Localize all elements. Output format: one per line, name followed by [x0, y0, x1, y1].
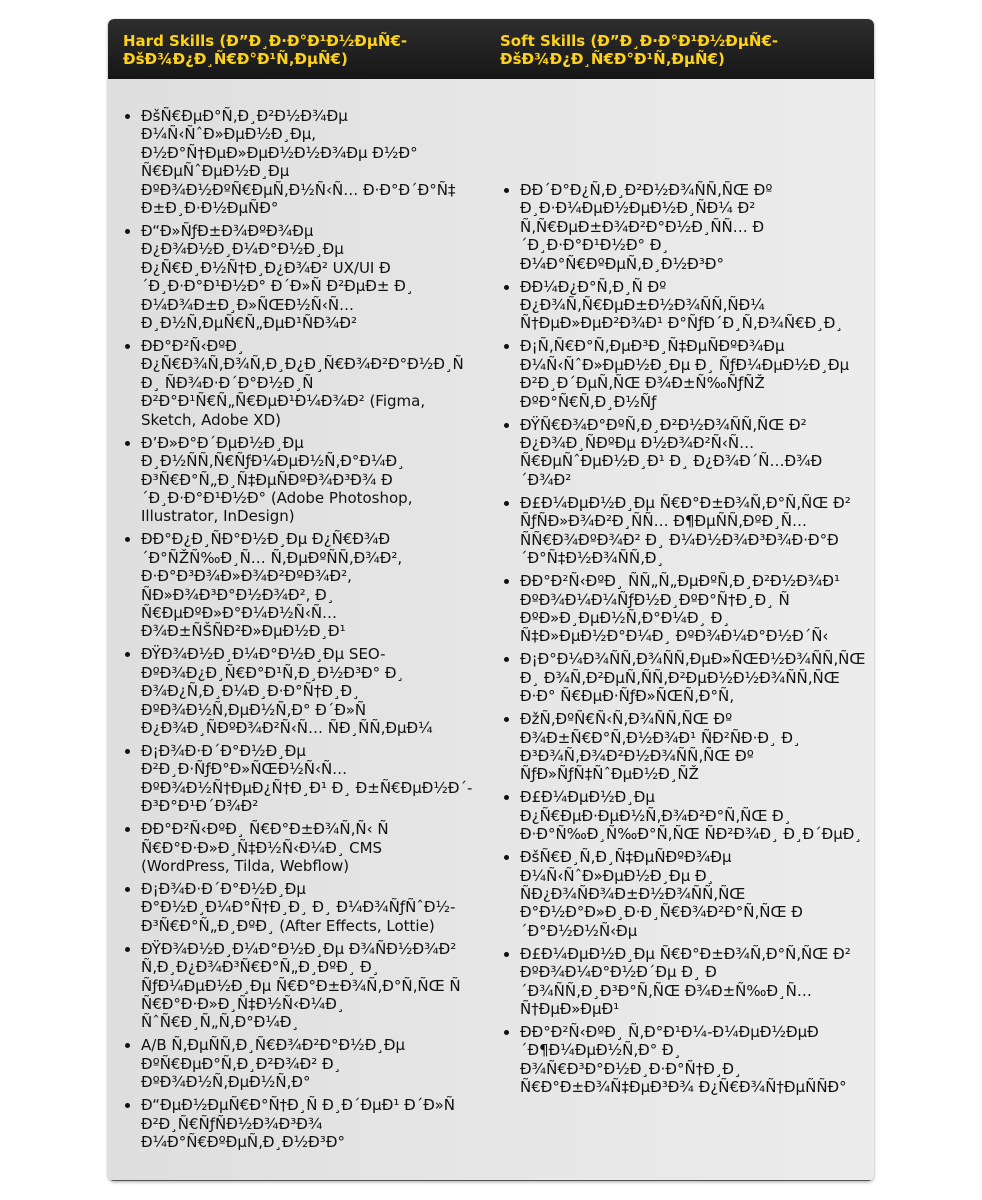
soft-skill-item: ÐžÑ‚ÐºÑ€Ñ‹Ñ‚Ð¾ÑÑ‚ÑŒ Ðº Ð¾Ð±Ñ€Ð°Ñ‚Ð½Ð¾Ð¹ ÑÐ²ÑÐ·Ð¸ Ð¸ Ð³Ð¾Ñ‚Ð¾Ð²Ð½Ð¾ÑÑ‚ÑŒ Ðº ÑƒÐ»ÑƒÑ‡ÑˆÐµÐ½Ð¸ÑŽ: [500, 710, 870, 784]
hard-skill-item: Ð“Ð»ÑƒÐ±Ð¾ÐºÐ¾Ðµ Ð¿Ð¾Ð½Ð¸Ð¼Ð°Ð½Ð¸Ðµ Ð¿Ñ€Ð¸Ð½Ñ†Ð¸Ð¿Ð¾Ð² UX/UI Ð´Ð¸Ð·Ð°Ð¹Ð½Ð° Ð´Ð»Ñ Ð²ÐµÐ± Ð¸ Ð¼Ð¾Ð±Ð¸Ð»ÑŒÐ½Ñ‹Ñ… Ð¸Ð½Ñ‚ÐµÑ€Ñ„ÐµÐ¹ÑÐ¾Ð²: [121, 222, 473, 332]
hard-skill-item: ÐÐ°Ð¿Ð¸ÑÐ°Ð½Ð¸Ðµ Ð¿Ñ€Ð¾Ð´Ð°ÑŽÑ‰Ð¸Ñ… Ñ‚ÐµÐºÑÑ‚Ð¾Ð², Ð·Ð°Ð³Ð¾Ð»Ð¾Ð²ÐºÐ¾Ð², ÑÐ»Ð¾Ð³Ð°Ð½Ð¾Ð², Ð¸ Ñ€ÐµÐºÐ»Ð°Ð¼Ð½Ñ‹Ñ… Ð¾Ð±ÑŠÑÐ²Ð»ÐµÐ½Ð¸Ð¹: [121, 530, 473, 640]
hard-skill-item: ÐŸÐ¾Ð½Ð¸Ð¼Ð°Ð½Ð¸Ðµ SEO-ÐºÐ¾Ð¿Ð¸Ñ€Ð°Ð¹Ñ‚Ð¸Ð½Ð³Ð° Ð¸ Ð¾Ð¿Ñ‚Ð¸Ð¼Ð¸Ð·Ð°Ñ†Ð¸Ð¸ ÐºÐ¾Ð½Ñ‚ÐµÐ½Ñ‚Ð° Ð´Ð»Ñ Ð¿Ð¾Ð¸ÑÐºÐ¾Ð²Ñ‹Ñ… ÑÐ¸ÑÑ‚ÐµÐ¼: [121, 645, 473, 737]
soft-skill-item: ÐÐ´Ð°Ð¿Ñ‚Ð¸Ð²Ð½Ð¾ÑÑ‚ÑŒ Ðº Ð¸Ð·Ð¼ÐµÐ½ÐµÐ½Ð¸ÑÐ¼ Ð² Ñ‚Ñ€ÐµÐ±Ð¾Ð²Ð°Ð½Ð¸ÑÑ… Ð´Ð¸Ð·Ð°Ð¹Ð½Ð° Ð¸ Ð¼Ð°Ñ€ÐºÐµÑ‚Ð¸Ð½Ð³Ð°: [500, 181, 870, 273]
soft-skill-item: ÐÐ°Ð²Ñ‹ÐºÐ¸ Ñ‚Ð°Ð¹Ð¼-Ð¼ÐµÐ½ÐµÐ´Ð¶Ð¼ÐµÐ½Ñ‚Ð° Ð¸ Ð¾Ñ€Ð³Ð°Ð½Ð¸Ð·Ð°Ñ†Ð¸Ð¸ Ñ€Ð°Ð±Ð¾Ñ‡ÐµÐ³Ð¾ Ð¿Ñ€Ð¾Ñ†ÐµÑÑÐ°: [500, 1023, 870, 1097]
hard-skill-item: ÐŸÐ¾Ð½Ð¸Ð¼Ð°Ð½Ð¸Ðµ Ð¾ÑÐ½Ð¾Ð² Ñ‚Ð¸Ð¿Ð¾Ð³Ñ€Ð°Ñ„Ð¸ÐºÐ¸ Ð¸ ÑƒÐ¼ÐµÐ½Ð¸Ðµ Ñ€Ð°Ð±Ð¾Ñ‚Ð°Ñ‚ÑŒ Ñ Ñ€Ð°Ð·Ð»Ð¸Ñ‡Ð½Ñ‹Ð¼Ð¸ ÑˆÑ€Ð¸Ñ„Ñ‚Ð°Ð¼Ð¸: [121, 940, 473, 1032]
hard-skill-item: ÐÐ°Ð²Ñ‹ÐºÐ¸ Ð¿Ñ€Ð¾Ñ‚Ð¾Ñ‚Ð¸Ð¿Ð¸Ñ€Ð¾Ð²Ð°Ð½Ð¸Ñ Ð¸ ÑÐ¾Ð·Ð´Ð°Ð½Ð¸Ñ Ð²Ð°Ð¹Ñ€Ñ„Ñ€ÐµÐ¹Ð¼Ð¾Ð² (Figma, Sketch, Adobe XD): [121, 337, 473, 429]
hard-skill-item: Ð¡Ð¾Ð·Ð´Ð°Ð½Ð¸Ðµ Ð°Ð½Ð¸Ð¼Ð°Ñ†Ð¸Ð¸ Ð¸ Ð¼Ð¾ÑƒÑˆÐ½-Ð³Ñ€Ð°Ñ„Ð¸ÐºÐ¸ (After Effects, Lottie): [121, 880, 473, 935]
soft-skill-item: Ð£Ð¼ÐµÐ½Ð¸Ðµ Ñ€Ð°Ð±Ð¾Ñ‚Ð°Ñ‚ÑŒ Ð² ÑƒÑÐ»Ð¾Ð²Ð¸ÑÑ… Ð¶ÐµÑÑ‚ÐºÐ¸Ñ… ÑÑ€Ð¾ÐºÐ¾Ð² Ð¸ Ð¼Ð½Ð¾Ð³Ð¾Ð·Ð°Ð´Ð°Ñ‡Ð½Ð¾ÑÑ‚Ð¸: [500, 494, 870, 568]
hard-skills-list: [121, 107, 473, 1156]
soft-skill-item: ÐšÑ€Ð¸Ñ‚Ð¸Ñ‡ÐµÑÐºÐ¾Ðµ Ð¼Ñ‹ÑˆÐ»ÐµÐ½Ð¸Ðµ Ð¸ ÑÐ¿Ð¾ÑÐ¾Ð±Ð½Ð¾ÑÑ‚ÑŒ Ð°Ð½Ð°Ð»Ð¸Ð·Ð¸Ñ€Ð¾Ð²Ð°Ñ‚ÑŒ Ð´Ð°Ð½Ð½Ñ‹Ðµ: [500, 848, 870, 940]
hard-skill-item: A/B Ñ‚ÐµÑÑ‚Ð¸Ñ€Ð¾Ð²Ð°Ð½Ð¸Ðµ ÐºÑ€ÐµÐ°Ñ‚Ð¸Ð²Ð¾Ð² Ð¸ ÐºÐ¾Ð½Ñ‚ÐµÐ½Ñ‚Ð°: [121, 1036, 473, 1091]
soft-skill-item: ÐŸÑ€Ð¾Ð°ÐºÑ‚Ð¸Ð²Ð½Ð¾ÑÑ‚ÑŒ Ð² Ð¿Ð¾Ð¸ÑÐºÐµ Ð½Ð¾Ð²Ñ‹Ñ… Ñ€ÐµÑˆÐµÐ½Ð¸Ð¹ Ð¸ Ð¿Ð¾Ð´Ñ…Ð¾Ð´Ð¾Ð²: [500, 416, 870, 490]
hard-skill-item: ÐÐ°Ð²Ñ‹ÐºÐ¸ Ñ€Ð°Ð±Ð¾Ñ‚Ñ‹ Ñ Ñ€Ð°Ð·Ð»Ð¸Ñ‡Ð½Ñ‹Ð¼Ð¸ CMS (WordPress, Tilda, Webflow): [121, 820, 473, 875]
soft-skill-item: Ð¡Ñ‚Ñ€Ð°Ñ‚ÐµÐ³Ð¸Ñ‡ÐµÑÐºÐ¾Ðµ Ð¼Ñ‹ÑˆÐ»ÐµÐ½Ð¸Ðµ Ð¸ ÑƒÐ¼ÐµÐ½Ð¸Ðµ Ð²Ð¸Ð´ÐµÑ‚ÑŒ Ð¾Ð±Ñ‰ÑƒÑŽ ÐºÐ°Ñ€Ñ‚Ð¸Ð½Ñƒ: [500, 337, 870, 411]
soft-skills-list: [500, 181, 870, 1101]
soft-skill-item: ÐÐ¼Ð¿Ð°Ñ‚Ð¸Ñ Ðº Ð¿Ð¾Ñ‚Ñ€ÐµÐ±Ð½Ð¾ÑÑ‚ÑÐ¼ Ñ†ÐµÐ»ÐµÐ²Ð¾Ð¹ Ð°ÑƒÐ´Ð¸Ñ‚Ð¾Ñ€Ð¸Ð¸: [500, 278, 870, 333]
hard-skills-title: Hard Skills (Ð”Ð¸Ð·Ð°Ð¹Ð½ÐµÑ€-ÐšÐ¾Ð¿Ð¸Ñ€Ð°Ð¹Ñ‚ÐµÑ€): [123, 32, 408, 68]
hard-skill-item: Ð“ÐµÐ½ÐµÑ€Ð°Ñ†Ð¸Ñ Ð¸Ð´ÐµÐ¹ Ð´Ð»Ñ Ð²Ð¸Ñ€ÑƒÑÐ½Ð¾Ð³Ð¾ Ð¼Ð°Ñ€ÐºÐµÑ‚Ð¸Ð½Ð³Ð°: [121, 1096, 473, 1151]
hard-skill-item: Ð’Ð»Ð°Ð´ÐµÐ½Ð¸Ðµ Ð¸Ð½ÑÑ‚Ñ€ÑƒÐ¼ÐµÐ½Ñ‚Ð°Ð¼Ð¸ Ð³Ñ€Ð°Ñ„Ð¸Ñ‡ÐµÑÐºÐ¾Ð³Ð¾ Ð´Ð¸Ð·Ð°Ð¹Ð½Ð° (Adobe Photoshop, Illustrator, InDesign): [121, 434, 473, 526]
bottom-divider: [108, 1180, 874, 1181]
hard-skill-item: ÐšÑ€ÐµÐ°Ñ‚Ð¸Ð²Ð½Ð¾Ðµ Ð¼Ñ‹ÑˆÐ»ÐµÐ½Ð¸Ðµ, Ð½Ð°Ñ†ÐµÐ»ÐµÐ½Ð½Ð¾Ðµ Ð½Ð° Ñ€ÐµÑˆÐµÐ½Ð¸Ðµ ÐºÐ¾Ð½ÐºÑ€ÐµÑ‚Ð½Ñ‹Ñ… Ð·Ð°Ð´Ð°Ñ‡ Ð±Ð¸Ð·Ð½ÐµÑÐ°: [121, 107, 473, 217]
soft-skills-title: Soft Skills (Ð”Ð¸Ð·Ð°Ð¹Ð½ÐµÑ€-ÐšÐ¾Ð¿Ð¸Ñ€Ð°Ð¹Ñ‚ÐµÑ€): [500, 32, 779, 68]
hard-skill-item: Ð¡Ð¾Ð·Ð´Ð°Ð½Ð¸Ðµ Ð²Ð¸Ð·ÑƒÐ°Ð»ÑŒÐ½Ñ‹Ñ… ÐºÐ¾Ð½Ñ†ÐµÐ¿Ñ†Ð¸Ð¹ Ð¸ Ð±Ñ€ÐµÐ½Ð´-Ð³Ð°Ð¹Ð´Ð¾Ð²: [121, 742, 473, 816]
soft-skill-item: ÐÐ°Ð²Ñ‹ÐºÐ¸ ÑÑ„Ñ„ÐµÐºÑ‚Ð¸Ð²Ð½Ð¾Ð¹ ÐºÐ¾Ð¼Ð¼ÑƒÐ½Ð¸ÐºÐ°Ñ†Ð¸Ð¸ Ñ ÐºÐ»Ð¸ÐµÐ½Ñ‚Ð°Ð¼Ð¸ Ð¸ Ñ‡Ð»ÐµÐ½Ð°Ð¼Ð¸ ÐºÐ¾Ð¼Ð°Ð½Ð´Ñ‹: [500, 572, 870, 646]
skills-card: [108, 19, 874, 1181]
soft-skill-item: Ð£Ð¼ÐµÐ½Ð¸Ðµ Ñ€Ð°Ð±Ð¾Ñ‚Ð°Ñ‚ÑŒ Ð² ÐºÐ¾Ð¼Ð°Ð½Ð´Ðµ Ð¸ Ð´Ð¾ÑÑ‚Ð¸Ð³Ð°Ñ‚ÑŒ Ð¾Ð±Ñ‰Ð¸Ñ… Ñ†ÐµÐ»ÐµÐ¹: [500, 945, 870, 1019]
table-header: [108, 19, 874, 79]
soft-skill-item: Ð£Ð¼ÐµÐ½Ð¸Ðµ Ð¿Ñ€ÐµÐ·ÐµÐ½Ñ‚Ð¾Ð²Ð°Ñ‚ÑŒ Ð¸ Ð·Ð°Ñ‰Ð¸Ñ‰Ð°Ñ‚ÑŒ ÑÐ²Ð¾Ð¸ Ð¸Ð´ÐµÐ¸: [500, 788, 870, 843]
soft-skill-item: Ð¡Ð°Ð¼Ð¾ÑÑ‚Ð¾ÑÑ‚ÐµÐ»ÑŒÐ½Ð¾ÑÑ‚ÑŒ Ð¸ Ð¾Ñ‚Ð²ÐµÑ‚ÑÑ‚Ð²ÐµÐ½Ð½Ð¾ÑÑ‚ÑŒ Ð·Ð° Ñ€ÐµÐ·ÑƒÐ»ÑŒÑ‚Ð°Ñ‚: [500, 650, 870, 705]
